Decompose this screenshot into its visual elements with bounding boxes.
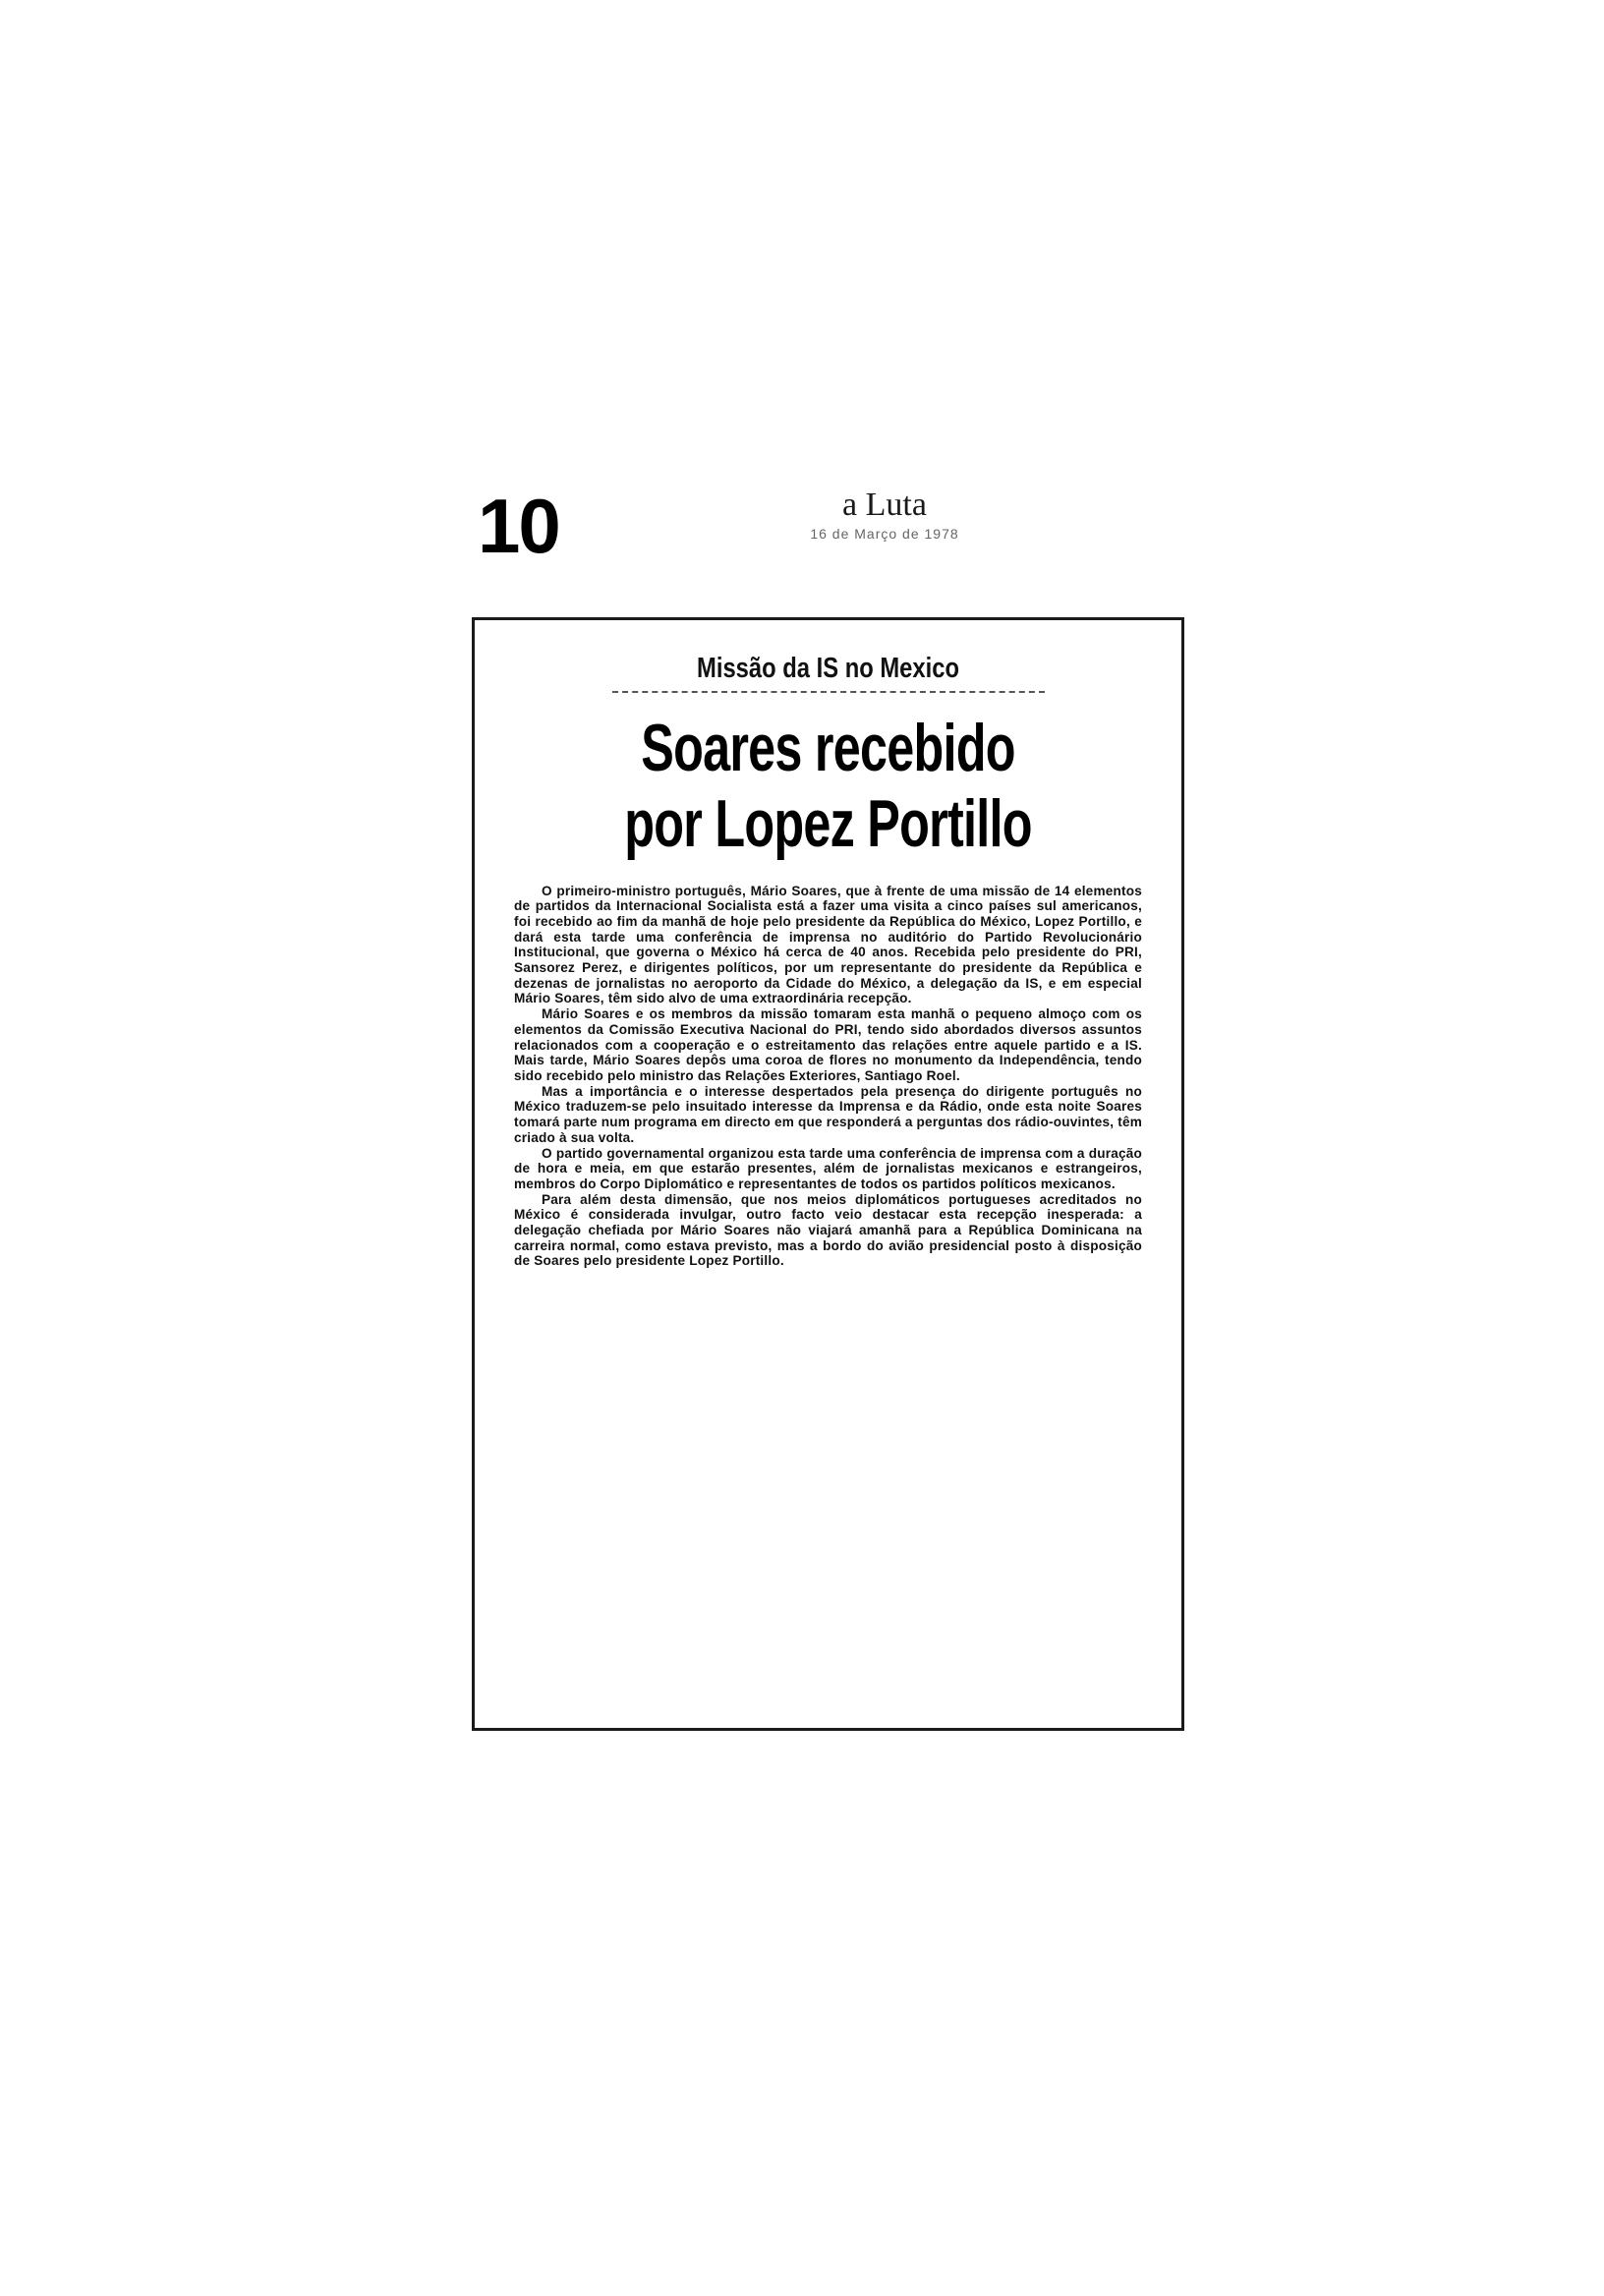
- headline-line-2: por Lopez Portillo: [624, 785, 1032, 861]
- article-paragraph: Para além desta dimensão, que nos meios diplomáticos portugueses acreditados no México é considerada invulgar, outro facto veio destacar esta recepção inesperada: a delegação chefiada por Mário Soares não viajará amanhã para a República Dominicana na carreira normal, como estava previsto, mas a bordo do avião presidencial posto à disposição de Soares pelo presidente Lopez Portillo.: [514, 1191, 1142, 1269]
- article-paragraph: O primeiro-ministro português, Mário Soares, que à frente de uma missão de 14 elementos de partidos da Internacional Socialista está a fazer uma visita a cinco países sul americanos, foi recebido ao fim da manhã de hoje pelo presidente da República do México, Lopez Portillo, e dará esta tarde uma conferência de imprensa no auditório do Partido Revolucionário Institucional, que governa o México há cerca de 40 anos. Recebida pelo presidente do PRI, Sansorez Perez, e dirigentes políticos, por um representante do presidente da República e dezenas de jornalistas no aeroporto da Cidade do México, a delegação da IS, e em especial Mário Soares, têm sido alvo de uma extraordinária recepção.: [514, 883, 1142, 1006]
- masthead: [727, 488, 1042, 542]
- article-paragraph: Mas a importância e o interesse despertados pela presença do dirigente português no México traduzem-se pelo insuitado interesse da Imprensa e da Rádio, onde esta noite Soares tomará parte num programa em directo em que responderá a perguntas dos rádio-ouvintes, têm criado à sua volta.: [514, 1083, 1142, 1145]
- article-clipping: [472, 617, 1184, 1731]
- article-paragraph: O partido governamental organizou esta tarde uma conferência de imprensa com a duração de hora e meia, em que estarão presentes, além de jornalistas mexicanos e estrangeiros, membros do Corpo Diplomático e representantes de todos os partidos políticos mexicanos.: [514, 1145, 1142, 1191]
- article-headline: [596, 711, 1060, 862]
- headline-line-1: Soares recebido: [641, 710, 1015, 785]
- issue-date: 16 de Março de 1978: [810, 526, 959, 542]
- page-number: 10: [478, 483, 559, 569]
- kicker-divider: [612, 691, 1045, 693]
- article-body: [514, 884, 1142, 1270]
- article-kicker: Missão da IS no Mexico: [697, 653, 959, 684]
- newspaper-name: a Luta: [842, 487, 927, 523]
- article-paragraph: Mário Soares e os membros da missão tomaram esta manhã o pequeno almoço com os elementos da Comissão Executiva Nacional do PRI, tendo sido abordados diversos assuntos relacionados com a cooperação e o estreitamento das relações entre aquele partido e a IS. Mais tarde, Mário Soares depôs uma coroa de flores no monumento da Independência, tendo sido recebido pelo ministro das Relações Exteriores, Santiago Roel.: [514, 1006, 1142, 1083]
